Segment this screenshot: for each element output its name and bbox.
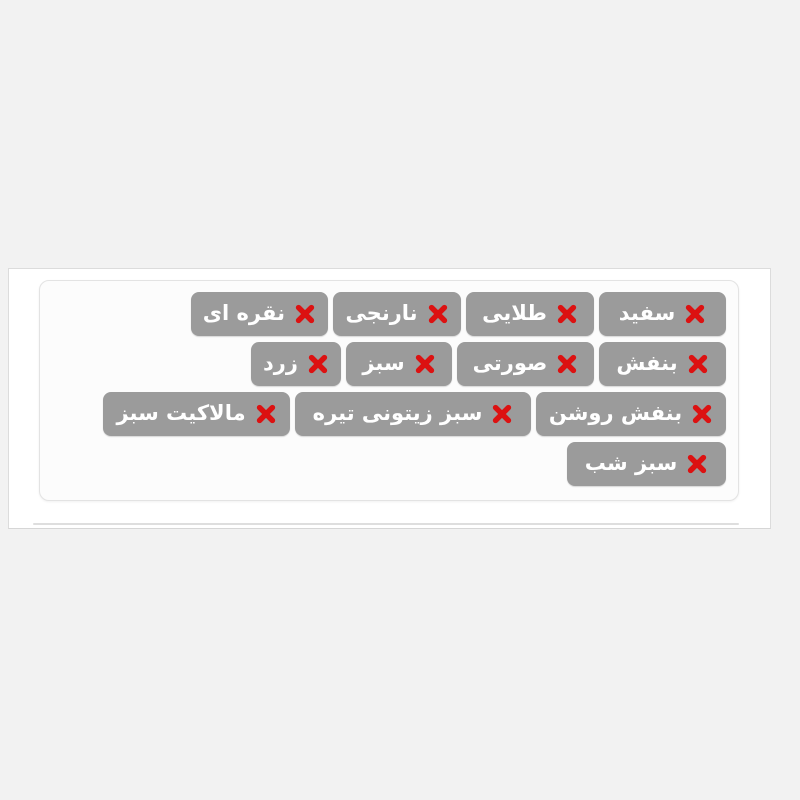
filter-chip-row [52, 392, 726, 436]
filter-chip-remove-button[interactable] [466, 292, 594, 336]
remove-x-icon [684, 303, 706, 325]
filter-chip-remove-button[interactable] [346, 342, 452, 386]
section-divider [33, 523, 739, 525]
remove-x-icon [686, 453, 708, 475]
remove-x-icon [414, 353, 436, 375]
filter-chip-label: سبز زیتونی تیره [312, 400, 483, 425]
remove-x-icon [255, 403, 277, 425]
filter-chip-label: سبز [362, 350, 405, 375]
filter-chip-label: نقره ای [202, 300, 285, 325]
filter-chip-label: سبز شب [584, 450, 678, 475]
filter-chip-label: صورتی [472, 350, 548, 375]
filter-chip-remove-button[interactable] [457, 342, 594, 386]
filter-chip-remove-button[interactable] [295, 392, 531, 436]
selected-filters-container [39, 280, 739, 501]
remove-x-icon [687, 353, 709, 375]
remove-x-icon [556, 303, 578, 325]
remove-x-icon [691, 403, 713, 425]
filter-chip-remove-button[interactable] [191, 292, 328, 336]
remove-x-icon [491, 403, 513, 425]
filter-chip-remove-button[interactable] [251, 342, 341, 386]
filter-chip-row [52, 292, 726, 336]
filter-chip-remove-button[interactable] [567, 442, 726, 486]
content-panel [8, 268, 771, 529]
remove-x-icon [556, 353, 578, 375]
filter-chip-remove-button[interactable] [599, 292, 726, 336]
remove-x-icon [294, 303, 316, 325]
filter-chip-row [52, 442, 726, 486]
remove-x-icon [427, 303, 449, 325]
filter-chip-remove-button[interactable] [103, 392, 290, 436]
filter-chip-label: بنفش [616, 350, 678, 375]
filter-chip-remove-button[interactable] [333, 292, 461, 336]
filter-chip-label: طلایی [482, 300, 547, 325]
filter-chip-row [52, 342, 726, 386]
filter-chip-label: زرد [263, 350, 298, 375]
filter-chip-remove-button[interactable] [536, 392, 726, 436]
filter-chip-label: نارنجی [345, 300, 418, 325]
remove-x-icon [307, 353, 329, 375]
filter-chip-label: بنفش روشن [548, 400, 683, 425]
filter-chip-label: مالاکیت سبز [116, 400, 246, 425]
filter-chip-remove-button[interactable] [599, 342, 726, 386]
filter-chip-label: سفید [618, 300, 676, 325]
